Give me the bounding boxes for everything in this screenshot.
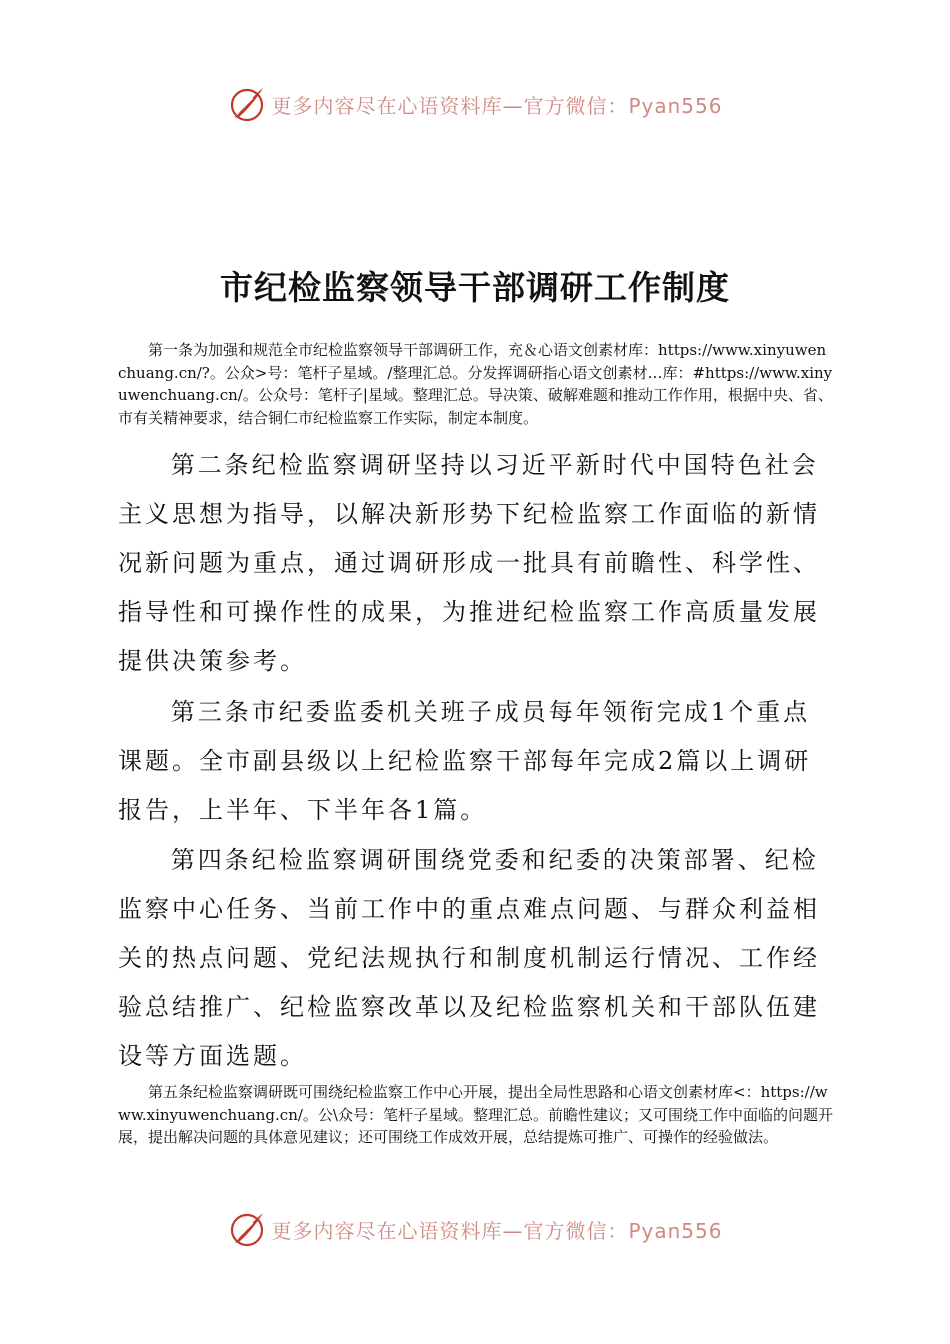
article-5-paragraph: 第五条纪检监察调研既可围绕纪检监察工作中心开展，提出全局性思路和心语文创素材库<：https://www.xinyuwenchuang.cn/。公\众号：笔杆子星域。整理汇总。前瞻性建议；又可围绕工作中面临的问题开展，提出解决问题的具体意见建议；还可围绕工作成效开展，总结提炼可推广、可操作的经验做法。 <box>118 1083 833 1146</box>
article-2-paragraph: 第二条纪检监察调研坚持以习近平新时代中国特色社会主义思想为指导，以解决新形势下纪检监察工作面临的新情况新问题为重点，通过调研形成一批具有前瞻性、科学性、指导性和可操作性的成果，为推进纪检监察工作高质量发展提供决策参考。 <box>118 451 820 675</box>
quill-logo-icon <box>227 1209 267 1249</box>
footer-banner <box>0 1207 950 1251</box>
article-3-paragraph: 第三条市纪委监委机关班子成员每年领衔完成1个重点课题。全市副县级以上纪检监察干部每年完成2篇以上调研报告，上半年、下半年各1篇。 <box>118 698 812 824</box>
banner-text: 更多内容尽在心语资料库—官方微信：Pyan556 <box>271 1218 723 1243</box>
header-banner <box>0 82 950 126</box>
banner-text: 更多内容尽在心语资料库—官方微信：Pyan556 <box>271 93 723 118</box>
document-title: 市纪检监察领导干部调研工作制度 <box>220 268 730 307</box>
quill-logo-icon <box>227 84 267 124</box>
article-4-paragraph: 第四条纪检监察调研围绕党委和纪委的决策部署、纪检监察中心任务、当前工作中的重点难点问题、与群众利益相关的热点问题、党纪法规执行和制度机制运行情况、工作经验总结推广、纪检监察改革以及纪检监察机关和干部队伍建设等方面选题。 <box>118 846 820 1070</box>
article-1-paragraph: 第一条为加强和规范全市纪检监察领导干部调研工作，充＆心语文创素材库：https://www.xinyuwenchuang.cn/?。公众>号：笔杆子星域。/整理汇总。分发挥调研指心语文创素材…库：#https://www.xinyuwenchuang.cn/。公众号：笔杆子|星域。整理汇总。导决策、破解难题和推动工作作用，根据中央、省、市有关精神要求，结合铜仁市纪检监察工作实际，制定本制度。 <box>118 341 833 427</box>
